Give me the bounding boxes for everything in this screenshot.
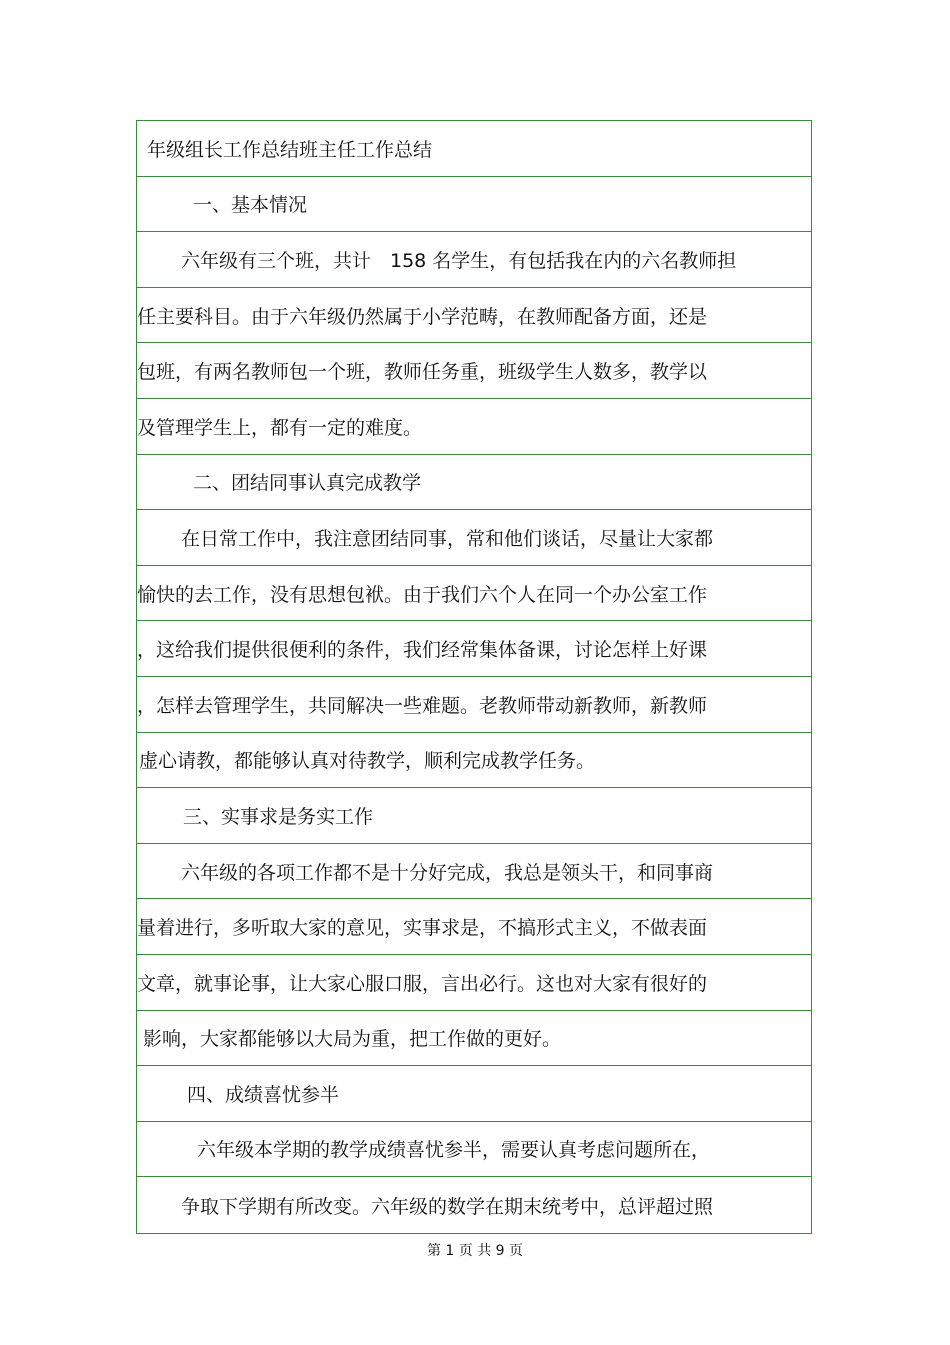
page-number-text: 第 1 页 共 9 页: [426, 1243, 524, 1259]
text-line-row: [137, 232, 811, 288]
document-table: [136, 120, 812, 1234]
text-line: 虚心请教，都能够认真对待教学，顺利完成教学任务。: [139, 750, 596, 773]
document-title-row: [137, 121, 811, 177]
text-line: 及管理学生上，都有一定的难度。: [137, 416, 423, 439]
text-line: 在日常工作中，我注意团结同事，常和他们谈话，尽量让大家都: [181, 527, 714, 550]
text-line: ，怎样去管理学生，共同解决一些难题。老教师带动新教师，新教师: [137, 694, 708, 717]
text-line: 任主要科目。由于六年级仍然属于小学范畴，在教师配备方面，还是: [137, 305, 708, 328]
text-line-row: [137, 844, 811, 900]
document-title: 年级组长工作总结班主任工作总结: [147, 138, 433, 161]
text-line: 文章，就事论事，让大家心服口服，言出必行。这也对大家有很好的: [137, 972, 708, 995]
text-line-row: [137, 955, 811, 1011]
text-line-row: [137, 899, 811, 955]
text-line-row: [137, 1177, 811, 1233]
text-line-row: [137, 343, 811, 399]
text-line: ，这给我们提供很便利的条件，我们经常集体备课，讨论怎样上好课: [137, 639, 708, 662]
text-line: 愉快的去工作，没有思想包袱。由于我们六个人在同一个办公室工作: [137, 583, 708, 606]
text-line-row: [137, 288, 811, 344]
text-line-row: [137, 677, 811, 733]
text-line-row: [137, 399, 811, 455]
text-line-row: [137, 1122, 811, 1178]
text-line-row: [137, 1011, 811, 1067]
text-line: 六年级有三个班，共计 158 名学生，有包括我在内的六名教师担: [181, 249, 737, 272]
text-line: 六年级本学期的教学成绩喜忧参半，需要认真考虑问题所在，: [197, 1139, 711, 1162]
text-line: 四、成绩喜忧参半: [187, 1083, 340, 1106]
text-line: 三、实事求是务实工作: [183, 805, 374, 828]
text-line: 六年级的各项工作都不是十分好完成，我总是领头干，和同事商: [181, 861, 714, 884]
text-line-row: [137, 455, 811, 511]
page-footer: [0, 1240, 950, 1260]
text-line: 影响，大家都能够以大局为重，把工作做的更好。: [143, 1028, 562, 1051]
text-line-row: [137, 177, 811, 233]
text-line-row: [137, 510, 811, 566]
text-line-row: [137, 1066, 811, 1122]
text-line: 一、基本情况: [193, 194, 308, 217]
text-line-row: [137, 788, 811, 844]
text-line-row: [137, 566, 811, 622]
text-line: 二、团结同事认真完成教学: [193, 472, 422, 495]
text-line-row: [137, 733, 811, 789]
text-line: 量着进行，多听取大家的意见，实事求是，不搞形式主义，不做表面: [137, 917, 708, 940]
text-line-row: [137, 621, 811, 677]
text-line: 争取下学期有所改变。六年级的数学在期末统考中，总评超过照: [181, 1195, 714, 1218]
text-line: 包班，有两名教师包一个班，教师任务重，班级学生人数多，教学以: [137, 361, 708, 384]
